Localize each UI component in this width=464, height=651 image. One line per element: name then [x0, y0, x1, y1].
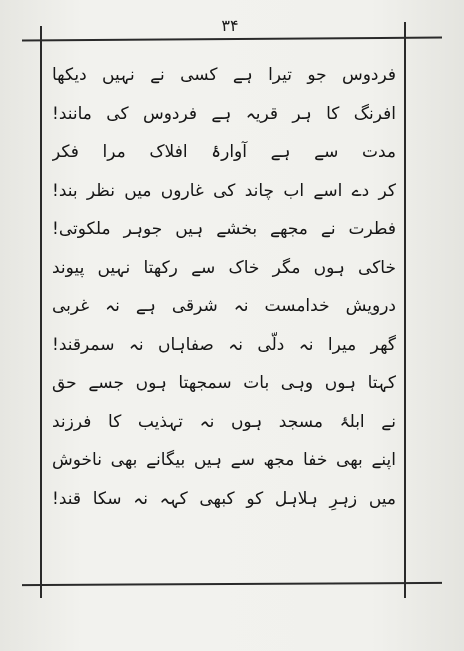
verse-list: [52, 56, 396, 518]
verse-line-12: میں زہرِ ہلاہل کو کبھی کہہ نہ سکا قند!: [52, 488, 396, 509]
verse-line-2: افرنگ کا ہر قریہ ہے فردوس کی مانند!: [52, 103, 396, 124]
verse-line-5: فطرت نے مجھے بخشے ہیں جوہر ملکوتی!: [52, 219, 396, 239]
verse-line-3: مدت سے ہے آوارۂ افلاک مرا فکر: [52, 142, 396, 162]
top-border-rule: [22, 37, 442, 42]
verse-line-7: درویش خدامست نہ شرقی ہے نہ غربی: [52, 296, 396, 316]
verse-line-10: نے ابلۂ مسجد ہوں نہ تہذیب کا فرزند: [52, 411, 396, 432]
verse-line-6: خاکی ہوں مگر خاک سے رکھتا نہیں پیوند: [52, 257, 396, 278]
verse-line-8: گھر میرا نہ دلّی نہ صفاہاں نہ سمرقند!: [52, 334, 396, 355]
page-number: ۳۴: [221, 16, 239, 35]
verse-line-11: اپنے بھی خفا مجھ سے ہیں بیگانے بھی ناخوش: [52, 450, 396, 470]
verse-line-1: فردوس جو تیرا ہے کسی نے نہیں دیکھا: [52, 65, 396, 85]
left-border-rule: [40, 26, 42, 598]
verse-line-9: کہتا ہوں وہی بات سمجھتا ہوں جسے حق: [52, 373, 396, 393]
verse-line-4: کر دے اسے اب چاند کی غاروں میں نظر بند!: [52, 180, 396, 201]
right-border-rule: [404, 22, 406, 598]
bottom-border-rule: [22, 582, 442, 586]
